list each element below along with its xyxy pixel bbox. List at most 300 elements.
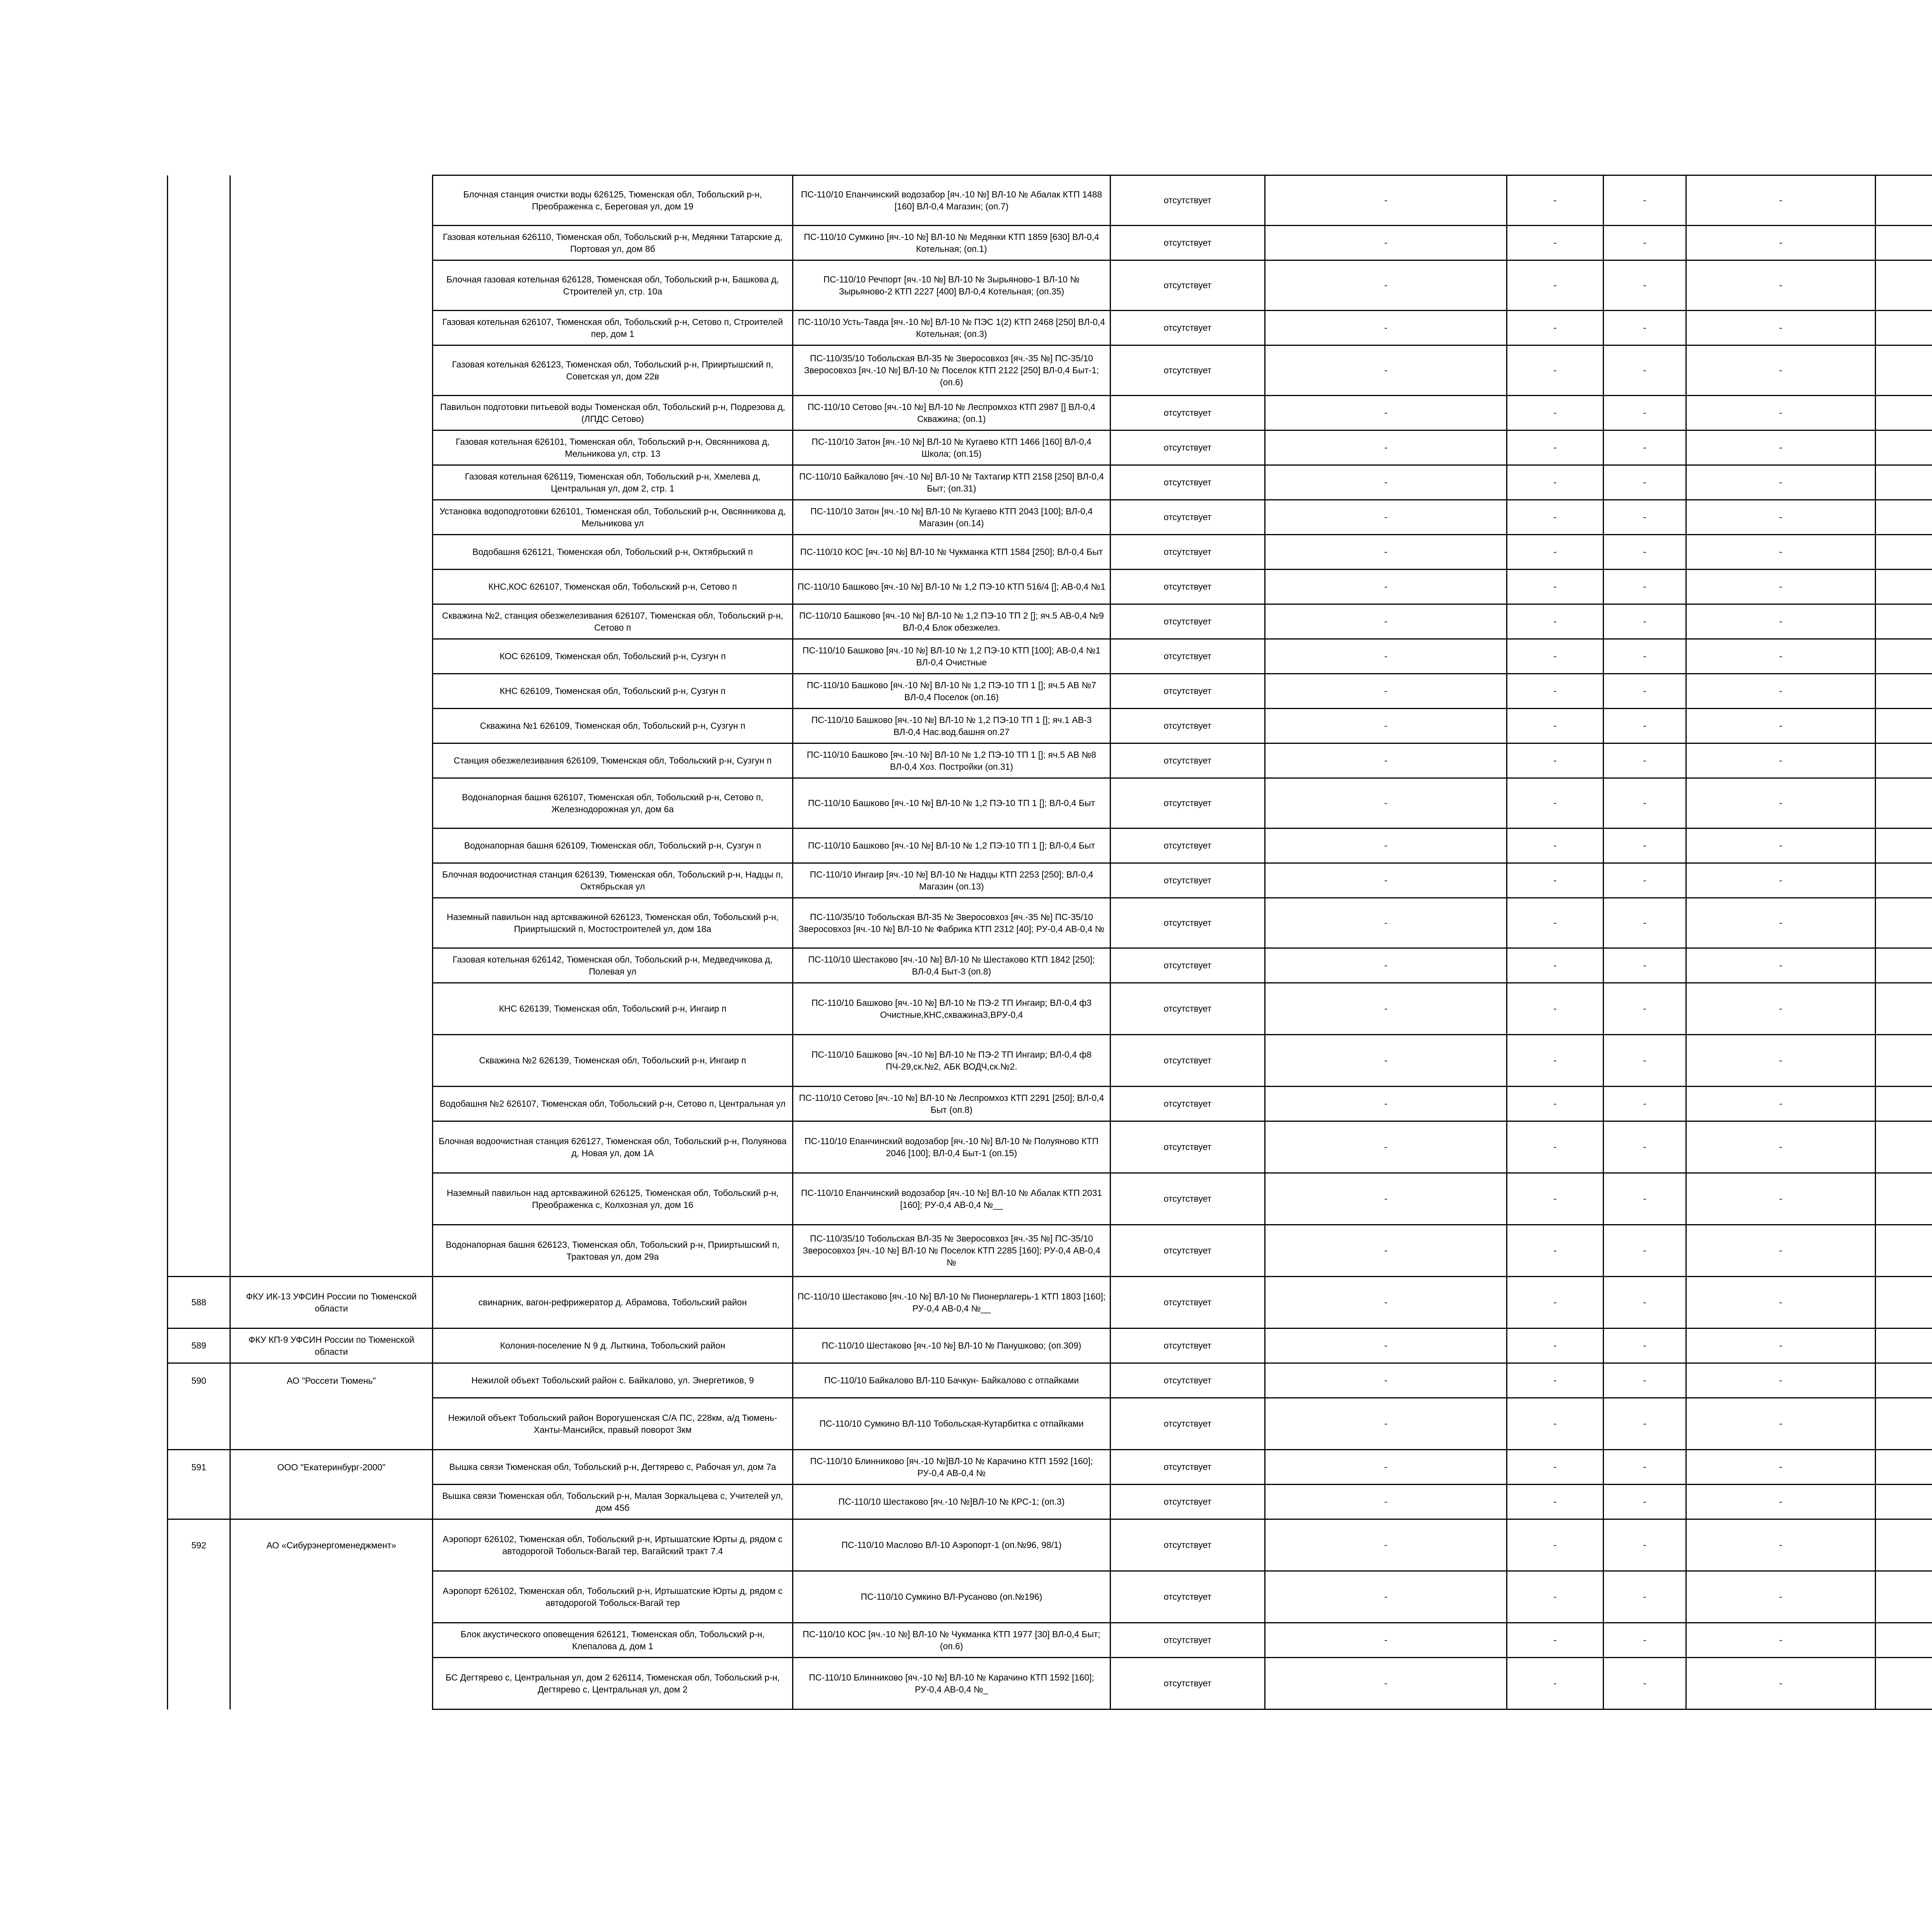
dash-cell <box>1876 948 1932 983</box>
organization-cell <box>230 983 433 1035</box>
organization-cell <box>230 1485 433 1519</box>
dash-cell: - <box>1265 175 1507 226</box>
dash-cell: - <box>1265 1328 1507 1363</box>
power-source-cell: ПС-110/10 Башково [яч.-10 №] ВЛ-10 № 1,2 ПЭ-10 ТП 1 []; ВЛ-0,4 Быт <box>793 828 1111 863</box>
power-source-cell: ПС-110/10 Башково [яч.-10 №] ВЛ-10 № 1,2 ПЭ-10 ТП 2 []; яч.5 АВ-0,4 №9 ВЛ-0,4 Блок обезжелез. <box>793 604 1111 639</box>
dash-cell: - <box>1604 1173 1686 1225</box>
object-address-cell: БС Дегтярево с, Центральная ул, дом 2 626114, Тюменская обл, Тобольский р-н, Дегтярево с, Центральная ул, дом 2 <box>433 1658 793 1709</box>
status-cell: отсутствует <box>1111 570 1265 604</box>
dash-cell: - <box>1604 535 1686 570</box>
table-body <box>168 175 1932 1709</box>
organization-cell <box>230 863 433 898</box>
organization-cell: АО "Россети Тюмень" <box>230 1363 433 1398</box>
status-cell: отсутствует <box>1111 828 1265 863</box>
dash-cell: - <box>1265 396 1507 430</box>
dash-cell: - <box>1686 535 1876 570</box>
row-number-cell <box>168 175 230 226</box>
dash-cell: - <box>1686 1173 1876 1225</box>
organization-cell: АО «Сибурэнергоменеджмент» <box>230 1519 433 1571</box>
dash-cell: - <box>1686 1225 1876 1277</box>
dash-cell <box>1876 709 1932 743</box>
dash-cell <box>1876 1225 1932 1277</box>
dash-cell: - <box>1604 1571 1686 1623</box>
dash-cell: - <box>1507 260 1604 311</box>
row-number-cell <box>168 500 230 535</box>
status-cell: отсутствует <box>1111 1658 1265 1709</box>
table-row <box>168 535 1932 570</box>
object-address-cell: Блочная водоочистная станция 626127, Тюменская обл, Тобольский р-н, Полуянова д, Новая ул, дом 1А <box>433 1121 793 1173</box>
table-row <box>168 1450 1932 1485</box>
power-source-cell: ПС-110/10 Блинниково [яч.-10 №]ВЛ-10 № Карачино КТП 1592 [160]; РУ-0,4 АВ-0,4 № <box>793 1450 1111 1485</box>
dash-cell <box>1876 260 1932 311</box>
table-row <box>168 1398 1932 1450</box>
row-number-cell <box>168 863 230 898</box>
dash-cell: - <box>1265 1277 1507 1328</box>
organization-cell <box>230 1398 433 1450</box>
power-source-cell: ПС-110/10 Усть-Тавда [яч.-10 №] ВЛ-10 № ПЭС 1(2) КТП 2468 [250] ВЛ-0,4 Котельная; (оп.3) <box>793 311 1111 345</box>
row-number-cell: 588 <box>168 1277 230 1328</box>
power-source-cell: ПС-110/10 Епанчинский водозабор [яч.-10 №] ВЛ-10 № Полуяново КТП 2046 [100]; ВЛ-0,4 Быт-1 (оп.15) <box>793 1121 1111 1173</box>
row-number-cell <box>168 1121 230 1173</box>
row-number-cell <box>168 674 230 709</box>
dash-cell: - <box>1507 828 1604 863</box>
dash-cell: - <box>1604 1277 1686 1328</box>
organization-cell <box>230 828 433 863</box>
dash-cell: - <box>1265 260 1507 311</box>
table-row <box>168 1571 1932 1623</box>
dash-cell: - <box>1507 863 1604 898</box>
table-row <box>168 743 1932 778</box>
dash-cell: - <box>1604 1328 1686 1363</box>
row-number-cell <box>168 1485 230 1519</box>
dash-cell: - <box>1507 500 1604 535</box>
row-number-cell <box>168 570 230 604</box>
dash-cell: - <box>1265 1035 1507 1087</box>
organization-cell <box>230 898 433 948</box>
dash-cell: - <box>1265 948 1507 983</box>
table-row <box>168 1658 1932 1709</box>
dash-cell: - <box>1686 1087 1876 1121</box>
dash-cell: - <box>1604 500 1686 535</box>
dash-cell: - <box>1265 709 1507 743</box>
status-cell: отсутствует <box>1111 535 1265 570</box>
power-source-cell: ПС-110/10 Речпорт [яч.-10 №] ВЛ-10 № Зырьяново-1 ВЛ-10 № Зырьяново-2 КТП 2227 [400] ВЛ-0,4 Котельная; (оп.35) <box>793 260 1111 311</box>
dash-cell: - <box>1265 570 1507 604</box>
organization-cell <box>230 1623 433 1658</box>
object-address-cell: Блок акустического оповещения 626121, Тюменская обл, Тобольский р-н, Клепалова д, дом 1 <box>433 1623 793 1658</box>
dash-cell: - <box>1686 570 1876 604</box>
dash-cell: - <box>1604 828 1686 863</box>
dash-cell: - <box>1686 604 1876 639</box>
object-address-cell: Колония-поселение N 9 д. Лыткина, Тобольский район <box>433 1328 793 1363</box>
dash-cell: - <box>1265 1658 1507 1709</box>
status-cell: отсутствует <box>1111 709 1265 743</box>
power-source-cell: ПС-110/10 КОС [яч.-10 №] ВЛ-10 № Чукманка КТП 1584 [250]; ВЛ-0,4 Быт <box>793 535 1111 570</box>
dash-cell <box>1876 1087 1932 1121</box>
dash-cell: - <box>1604 1450 1686 1485</box>
status-cell: отсутствует <box>1111 898 1265 948</box>
table-row <box>168 570 1932 604</box>
dash-cell: - <box>1686 674 1876 709</box>
object-address-cell: Блочная водоочистная станция 626139, Тюменская обл, Тобольский р-н, Надцы п, Октябрьская ул <box>433 863 793 898</box>
dash-cell <box>1876 175 1932 226</box>
row-number-cell: 589 <box>168 1328 230 1363</box>
power-source-cell: ПС-110/10 Блинниково [яч.-10 №] ВЛ-10 № Карачино КТП 1592 [160]; РУ-0,4 АВ-0,4 №_ <box>793 1658 1111 1709</box>
dash-cell: - <box>1265 674 1507 709</box>
dash-cell <box>1876 1519 1932 1571</box>
status-cell: отсутствует <box>1111 1571 1265 1623</box>
dash-cell: - <box>1265 345 1507 396</box>
power-source-cell: ПС-110/35/10 Тобольская ВЛ-35 № Зверосовхоз [яч.-35 №] ПС-35/10 Зверосовхоз [яч.-10 №] ВЛ-10 № Поселок КТП 2285 [160]; РУ-0,4 АВ-0,4 № <box>793 1225 1111 1277</box>
row-number-cell <box>168 983 230 1035</box>
dash-cell: - <box>1604 983 1686 1035</box>
object-address-cell: Газовая котельная 626110, Тюменская обл, Тобольский р-н, Медянки Татарские д, Портовая ул, дом 8б <box>433 226 793 260</box>
dash-cell: - <box>1604 430 1686 465</box>
power-source-cell: ПС-110/10 Сетово [яч.-10 №] ВЛ-10 № Леспромхоз КТП 2987 [] ВЛ-0,4 Скважина; (оп.1) <box>793 396 1111 430</box>
status-cell: отсутствует <box>1111 674 1265 709</box>
table-row <box>168 898 1932 948</box>
table-row <box>168 175 1932 226</box>
dash-cell: - <box>1265 311 1507 345</box>
table-row <box>168 1277 1932 1328</box>
dash-cell: - <box>1507 175 1604 226</box>
status-cell: отсутствует <box>1111 1485 1265 1519</box>
row-number-cell <box>168 1035 230 1087</box>
object-address-cell: Установка водоподготовки 626101, Тюменская обл, Тобольский р-н, Овсянникова д, Мельникова ул <box>433 500 793 535</box>
dash-cell: - <box>1686 311 1876 345</box>
row-number-cell <box>168 430 230 465</box>
dash-cell: - <box>1507 1035 1604 1087</box>
dash-cell: - <box>1686 1277 1876 1328</box>
dash-cell: - <box>1507 1328 1604 1363</box>
status-cell: отсутствует <box>1111 743 1265 778</box>
organization-cell <box>230 1121 433 1173</box>
dash-cell: - <box>1686 1450 1876 1485</box>
dash-cell: - <box>1265 983 1507 1035</box>
power-source-cell: ПС-110/10 Маслово ВЛ-10 Аэропорт-1 (оп.№96, 98/1) <box>793 1519 1111 1571</box>
dash-cell: - <box>1507 604 1604 639</box>
power-source-cell: ПС-110/10 Башково [яч.-10 №] ВЛ-10 № 1,2 ПЭ-10 ТП 1 []; яч.5 АВ №7 ВЛ-0,4 Поселок (оп.16) <box>793 674 1111 709</box>
dash-cell <box>1876 1363 1932 1398</box>
power-source-cell: ПС-110/10 Сетово [яч.-10 №] ВЛ-10 № Леспромхоз КТП 2291 [250]; ВЛ-0,4 Быт (оп.8) <box>793 1087 1111 1121</box>
object-address-cell: Газовая котельная 626101, Тюменская обл, Тобольский р-н, Овсянникова д, Мельникова ул, стр. 13 <box>433 430 793 465</box>
dash-cell: - <box>1265 778 1507 828</box>
dash-cell: - <box>1686 709 1876 743</box>
power-source-cell: ПС-110/10 КОС [яч.-10 №] ВЛ-10 № Чукманка КТП 1977 [30] ВЛ-0,4 Быт; (оп.6) <box>793 1623 1111 1658</box>
status-cell: отсутствует <box>1111 604 1265 639</box>
power-source-cell: ПС-110/10 Башково [яч.-10 №] ВЛ-10 № 1,2 ПЭ-10 ТП 1 []; ВЛ-0,4 Быт <box>793 778 1111 828</box>
object-address-cell: Блочная газовая котельная 626128, Тюменская обл, Тобольский р-н, Башкова д, Строителей ул, стр. 10а <box>433 260 793 311</box>
table-row <box>168 1485 1932 1519</box>
dash-cell <box>1876 828 1932 863</box>
dash-cell: - <box>1604 175 1686 226</box>
row-number-cell <box>168 639 230 674</box>
dash-cell: - <box>1507 743 1604 778</box>
dash-cell: - <box>1686 898 1876 948</box>
dash-cell: - <box>1686 983 1876 1035</box>
status-cell: отсутствует <box>1111 1363 1265 1398</box>
organization-cell <box>230 1571 433 1623</box>
dash-cell <box>1876 1485 1932 1519</box>
dash-cell: - <box>1604 345 1686 396</box>
dash-cell: - <box>1265 863 1507 898</box>
dash-cell <box>1876 1571 1932 1623</box>
status-cell: отсутствует <box>1111 500 1265 535</box>
organization-cell <box>230 674 433 709</box>
power-source-cell: ПС-110/10 Шестаково [яч.-10 №] ВЛ-10 № Пионерлагерь-1 КТП 1803 [160]; РУ-0,4 АВ-0,4 №__ <box>793 1277 1111 1328</box>
table-row <box>168 430 1932 465</box>
row-number-cell <box>168 535 230 570</box>
row-number-cell <box>168 828 230 863</box>
row-number-cell <box>168 311 230 345</box>
object-address-cell: Блочная станция очистки воды 626125, Тюменская обл, Тобольский р-н, Преображенка с, Береговая ул, дом 19 <box>433 175 793 226</box>
table-row <box>168 1173 1932 1225</box>
status-cell: отсутствует <box>1111 465 1265 500</box>
dash-cell <box>1876 535 1932 570</box>
object-address-cell: Водобашня №2 626107, Тюменская обл, Тобольский р-н, Сетово п, Центральная ул <box>433 1087 793 1121</box>
status-cell: отсутствует <box>1111 1328 1265 1363</box>
row-number-cell <box>168 898 230 948</box>
dash-cell: - <box>1604 396 1686 430</box>
row-number-cell <box>168 1225 230 1277</box>
status-cell: отсутствует <box>1111 1277 1265 1328</box>
row-number-cell <box>168 1173 230 1225</box>
dash-cell: - <box>1604 1398 1686 1450</box>
table-row <box>168 311 1932 345</box>
object-address-cell: Павильон подготовки питьевой воды Тюменская обл, Тобольский р-н, Подрезова д, (ЛПДС Сетово) <box>433 396 793 430</box>
dash-cell <box>1876 500 1932 535</box>
power-source-cell: ПС-110/10 Башково [яч.-10 №] ВЛ-10 № ПЭ-2 ТП Ингаир; ВЛ-0,4 ф8 ПЧ-29,ск.№2, АБК ВОДЧ,ск.№2. <box>793 1035 1111 1087</box>
organization-cell <box>230 175 433 226</box>
object-address-cell: Вышка связи Тюменская обл, Тобольский р-н, Дегтярево с, Рабочая ул, дом 7а <box>433 1450 793 1485</box>
dash-cell: - <box>1604 311 1686 345</box>
power-source-cell: ПС-110/10 Башково [яч.-10 №] ВЛ-10 № 1,2 ПЭ-10 КТП [100]; АВ-0,4 №1 ВЛ-0,4 Очистные <box>793 639 1111 674</box>
status-cell: отсутствует <box>1111 639 1265 674</box>
object-address-cell: Наземный павильон над артскважиной 626123, Тюменская обл, Тобольский р-н, Прииртышский п, Мостостроителей ул, дом 18а <box>433 898 793 948</box>
row-number-cell <box>168 465 230 500</box>
row-number-cell <box>168 604 230 639</box>
object-address-cell: Вышка связи Тюменская обл, Тобольский р-н, Малая Зоркальцева с, Учителей ул, дом 45б <box>433 1485 793 1519</box>
dash-cell: - <box>1686 743 1876 778</box>
dash-cell: - <box>1686 639 1876 674</box>
status-cell: отсутствует <box>1111 1225 1265 1277</box>
dash-cell: - <box>1604 743 1686 778</box>
object-address-cell: Газовая котельная 626107, Тюменская обл, Тобольский р-н, Сетово п, Строителей пер, дом 1 <box>433 311 793 345</box>
object-address-cell: КНС 626109, Тюменская обл, Тобольский р-н, Сузгун п <box>433 674 793 709</box>
power-source-cell: ПС-110/10 Епанчинский водозабор [яч.-10 №] ВЛ-10 № Абалак КТП 2031 [160]; РУ-0,4 АВ-0,4 №__ <box>793 1173 1111 1225</box>
table-row <box>168 778 1932 828</box>
dash-cell: - <box>1686 430 1876 465</box>
row-number-cell: 592 <box>168 1519 230 1571</box>
dash-cell: - <box>1265 1571 1507 1623</box>
organization-cell <box>230 948 433 983</box>
dash-cell: - <box>1265 1121 1507 1173</box>
table-row <box>168 948 1932 983</box>
table-row <box>168 1035 1932 1087</box>
dash-cell: - <box>1507 1571 1604 1623</box>
object-address-cell: Водонапорная башня 626107, Тюменская обл, Тобольский р-н, Сетово п, Железнодорожная ул, дом 6а <box>433 778 793 828</box>
table-row <box>168 1623 1932 1658</box>
dash-cell <box>1876 345 1932 396</box>
row-number-cell: 590 <box>168 1363 230 1398</box>
table-row <box>168 345 1932 396</box>
dash-cell: - <box>1686 863 1876 898</box>
table-row <box>168 639 1932 674</box>
organization-cell: ООО "Екатеринбург-2000" <box>230 1450 433 1485</box>
dash-cell <box>1876 983 1932 1035</box>
dash-cell: - <box>1507 898 1604 948</box>
table-row <box>168 709 1932 743</box>
dash-cell: - <box>1507 311 1604 345</box>
organization-cell <box>230 226 433 260</box>
dash-cell <box>1876 863 1932 898</box>
organization-cell <box>230 1658 433 1709</box>
dash-cell: - <box>1507 1623 1604 1658</box>
dash-cell: - <box>1265 743 1507 778</box>
dash-cell: - <box>1604 570 1686 604</box>
row-number-cell <box>168 260 230 311</box>
dash-cell <box>1876 778 1932 828</box>
object-address-cell: КОС 626109, Тюменская обл, Тобольский р-н, Сузгун п <box>433 639 793 674</box>
object-address-cell: Газовая котельная 626119, Тюменская обл, Тобольский р-н, Хмелева д, Центральная ул, дом 2, стр. 1 <box>433 465 793 500</box>
status-cell: отсутствует <box>1111 1121 1265 1173</box>
dash-cell: - <box>1265 500 1507 535</box>
row-number-cell <box>168 1087 230 1121</box>
organization-cell <box>230 639 433 674</box>
dash-cell: - <box>1686 1519 1876 1571</box>
row-number-cell <box>168 1571 230 1623</box>
dash-cell: - <box>1265 1225 1507 1277</box>
dash-cell: - <box>1507 226 1604 260</box>
organization-cell <box>230 500 433 535</box>
dash-cell: - <box>1604 260 1686 311</box>
dash-cell: - <box>1686 260 1876 311</box>
dash-cell <box>1876 1398 1932 1450</box>
dash-cell <box>1876 604 1932 639</box>
object-address-cell: Аэропорт 626102, Тюменская обл, Тобольский р-н, Иртышатские Юрты д, рядом с автодорогой Тобольск-Вагай тер <box>433 1571 793 1623</box>
status-cell: отсутствует <box>1111 345 1265 396</box>
dash-cell: - <box>1507 639 1604 674</box>
object-address-cell: Аэропорт 626102, Тюменская обл, Тобольский р-н, Иртышатские Юрты д, рядом с автодорогой Тобольск-Вагай тер, Вагайский тракт 7.4 <box>433 1519 793 1571</box>
status-cell: отсутствует <box>1111 396 1265 430</box>
dash-cell: - <box>1265 226 1507 260</box>
object-address-cell: Скважина №2 626139, Тюменская обл, Тобольский р-н, Ингаир п <box>433 1035 793 1087</box>
organization-cell <box>230 1225 433 1277</box>
dash-cell: - <box>1507 465 1604 500</box>
registry-table <box>167 175 1932 1710</box>
dash-cell: - <box>1686 778 1876 828</box>
dash-cell: - <box>1604 898 1686 948</box>
dash-cell: - <box>1604 639 1686 674</box>
dash-cell: - <box>1604 1658 1686 1709</box>
dash-cell: - <box>1686 948 1876 983</box>
dash-cell <box>1876 1623 1932 1658</box>
dash-cell <box>1876 639 1932 674</box>
dash-cell: - <box>1686 1623 1876 1658</box>
status-cell: отсутствует <box>1111 1398 1265 1450</box>
dash-cell: - <box>1507 1121 1604 1173</box>
table-row <box>168 396 1932 430</box>
power-source-cell: ПС-110/10 Шестаково [яч.-10 №]ВЛ-10 № КРС-1; (оп.3) <box>793 1485 1111 1519</box>
object-address-cell: КНС,КОС 626107, Тюменская обл, Тобольский р-н, Сетово п <box>433 570 793 604</box>
status-cell: отсутствует <box>1111 1623 1265 1658</box>
dash-cell: - <box>1686 1035 1876 1087</box>
organization-cell <box>230 311 433 345</box>
dash-cell: - <box>1507 674 1604 709</box>
dash-cell: - <box>1507 430 1604 465</box>
power-source-cell: ПС-110/10 Затон [яч.-10 №] ВЛ-10 № Кугаево КТП 1466 [160] ВЛ-0,4 Школа; (оп.15) <box>793 430 1111 465</box>
status-cell: отсутствует <box>1111 1035 1265 1087</box>
dash-cell: - <box>1265 1485 1507 1519</box>
dash-cell <box>1876 1035 1932 1087</box>
dash-cell: - <box>1604 778 1686 828</box>
organization-cell <box>230 743 433 778</box>
dash-cell: - <box>1686 1328 1876 1363</box>
dash-cell: - <box>1507 1225 1604 1277</box>
dash-cell: - <box>1265 898 1507 948</box>
dash-cell: - <box>1686 1571 1876 1623</box>
dash-cell: - <box>1265 535 1507 570</box>
dash-cell: - <box>1604 226 1686 260</box>
row-number-cell <box>168 948 230 983</box>
organization-cell <box>230 396 433 430</box>
dash-cell: - <box>1265 1519 1507 1571</box>
row-number-cell <box>168 1623 230 1658</box>
table-row <box>168 1363 1932 1398</box>
dash-cell: - <box>1686 226 1876 260</box>
power-source-cell: ПС-110/35/10 Тобольская ВЛ-35 № Зверосовхоз [яч.-35 №] ПС-35/10 Зверосовхоз [яч.-10 №] ВЛ-10 № Поселок КТП 2122 [250] ВЛ-0,4 Быт-1; (оп.6) <box>793 345 1111 396</box>
organization-cell: ФКУ ИК-13 УФСИН России по Тюменской области <box>230 1277 433 1328</box>
power-source-cell: ПС-110/10 Затон [яч.-10 №] ВЛ-10 № Кугаево КТП 2043 [100]; ВЛ-0,4 Магазин (оп.14) <box>793 500 1111 535</box>
dash-cell <box>1876 396 1932 430</box>
object-address-cell: Газовая котельная 626142, Тюменская обл, Тобольский р-н, Медведчикова д, Полевая ул <box>433 948 793 983</box>
dash-cell: - <box>1686 396 1876 430</box>
dash-cell: - <box>1265 604 1507 639</box>
organization-cell: ФКУ КП-9 УФСИН России по Тюменской области <box>230 1328 433 1363</box>
power-source-cell: ПС-110/10 Башково [яч.-10 №] ВЛ-10 № 1,2 ПЭ-10 ТП 1 []; яч.1 АВ-3 ВЛ-0,4 Нас.вод.башня оп.27 <box>793 709 1111 743</box>
status-cell: отсутствует <box>1111 948 1265 983</box>
dash-cell: - <box>1604 1623 1686 1658</box>
dash-cell: - <box>1686 465 1876 500</box>
dash-cell: - <box>1686 1485 1876 1519</box>
power-source-cell: ПС-110/10 Башково [яч.-10 №] ВЛ-10 № 1,2 ПЭ-10 ТП 1 []; яч.5 АВ №8 ВЛ-0,4 Хоз. Постройки (оп.31) <box>793 743 1111 778</box>
dash-cell <box>1876 898 1932 948</box>
dash-cell: - <box>1265 1450 1507 1485</box>
row-number-cell <box>168 345 230 396</box>
object-address-cell: Водонапорная башня 626123, Тюменская обл, Тобольский р-н, Прииртышский п, Трактовая ул, дом 29а <box>433 1225 793 1277</box>
dash-cell: - <box>1507 1398 1604 1450</box>
organization-cell <box>230 570 433 604</box>
dash-cell: - <box>1265 639 1507 674</box>
dash-cell <box>1876 674 1932 709</box>
dash-cell: - <box>1507 1363 1604 1398</box>
dash-cell: - <box>1507 345 1604 396</box>
table-row <box>168 863 1932 898</box>
organization-cell <box>230 345 433 396</box>
organization-cell <box>230 604 433 639</box>
dash-cell: - <box>1507 1450 1604 1485</box>
table-row <box>168 465 1932 500</box>
dash-cell: - <box>1604 1225 1686 1277</box>
power-source-cell: ПС-110/10 Ингаир [яч.-10 №] ВЛ-10 № Надцы КТП 2253 [250]; ВЛ-0,4 Магазин (оп.13) <box>793 863 1111 898</box>
status-cell: отсутствует <box>1111 175 1265 226</box>
row-number-cell <box>168 396 230 430</box>
table-row <box>168 604 1932 639</box>
object-address-cell: Наземный павильон над артскважиной 626125, Тюменская обл, Тобольский р-н, Преображенка с, Колхозная ул, дом 16 <box>433 1173 793 1225</box>
organization-cell <box>230 1087 433 1121</box>
table-row <box>168 828 1932 863</box>
table-row <box>168 500 1932 535</box>
